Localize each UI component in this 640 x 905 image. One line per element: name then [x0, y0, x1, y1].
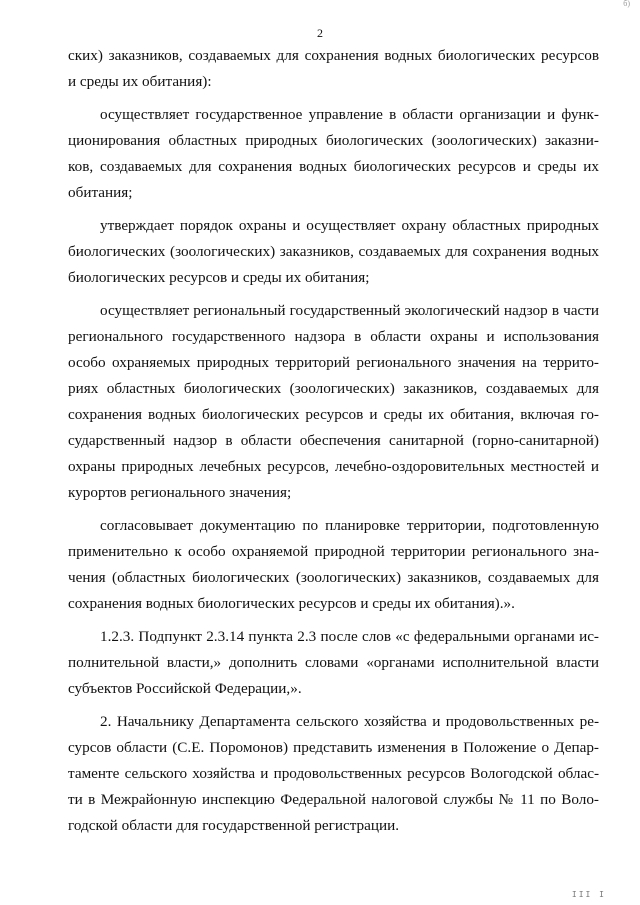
text-line: охраны природных лечебных ресурсов, лечебно-оздоровительных местностей и — [68, 458, 599, 475]
text-line: риях областных биологических (зоологических) заказников, создаваемых для — [68, 380, 599, 397]
text-line: утверждает порядок охраны и осуществляет охрану областных природных — [100, 217, 599, 234]
paragraph-subclause-1-2-3 — [68, 624, 599, 702]
paragraph-ecological-supervision — [68, 298, 599, 506]
text-line: биологических ресурсов и среды их обитания; — [68, 269, 370, 286]
paragraph-clause-2 — [68, 709, 599, 839]
text-line: регионального государственного надзора в области охраны и использования — [68, 328, 599, 345]
text-line: биологических (зоологических) заказников, создаваемых для сохранения водных — [68, 243, 599, 260]
text-line: применительно к особо охраняемой природной территории регионального зна- — [68, 543, 599, 560]
text-line: обитания; — [68, 184, 133, 201]
text-line: полнительной власти,» дополнить словами «органами исполнительной власти — [68, 654, 599, 671]
text-line: сохранения водных биологических ресурсов и среды их обитания).». — [68, 595, 515, 612]
text-line: и среды их обитания): — [68, 73, 212, 90]
text-line: субъектов Российской Федерации,». — [68, 680, 302, 697]
text-line: 2. Начальнику Департамента сельского хозяйства и продовольственных ре- — [100, 713, 599, 730]
text-line: курортов регионального значения; — [68, 484, 292, 501]
corner-mark: б) — [623, 0, 630, 8]
text-line: осуществляет региональный государственный экологический надзор в части — [100, 302, 599, 319]
text-line: чения (областных биологических (зоологических) заказников, создаваемых для — [68, 569, 599, 586]
paragraph-planning-approval — [68, 513, 599, 617]
paragraph-continuation — [68, 43, 599, 95]
paragraph-state-management — [68, 102, 599, 206]
paragraph-protection-order — [68, 213, 599, 291]
text-line: годской области для государственной регистрации. — [68, 817, 400, 834]
text-line: ционирования областных природных биологических (зоологических) заказни- — [68, 132, 599, 149]
text-line: особо охраняемых природных территорий регионального значения на террито- — [68, 354, 599, 371]
text-line: согласовывает документацию по планировке территории, подготовленную — [100, 517, 599, 534]
text-line: таменте сельского хозяйства и продовольственных ресурсов Вологодской облас- — [68, 765, 599, 782]
page-number: 2 — [317, 26, 323, 40]
text-line: сударственный надзор в области обеспечения санитарной (горно-санитарной) — [68, 432, 599, 449]
footer-mark: III I — [571, 890, 606, 899]
text-line: 1.2.3. Подпункт 2.3.14 пункта 2.3 после слов «с федеральными органами ис- — [100, 628, 599, 645]
document-body — [68, 43, 599, 839]
text-line: ских) заказников, создаваемых для сохранения водных биологических ресурсов — [68, 47, 599, 64]
text-line: сохранения водных биологических ресурсов и среды их обитания, включая го- — [68, 406, 599, 423]
text-line: ти в Межрайонную инспекцию Федеральной налоговой службы № 11 по Воло- — [68, 791, 599, 808]
text-line: ков, создаваемых для сохранения водных биологических ресурсов и среды их — [68, 158, 599, 175]
text-line: сурсов области (С.Е. Поромонов) представить изменения в Положение о Депар- — [68, 739, 599, 756]
text-line: осуществляет государственное управление в области организации и функ- — [100, 106, 599, 123]
